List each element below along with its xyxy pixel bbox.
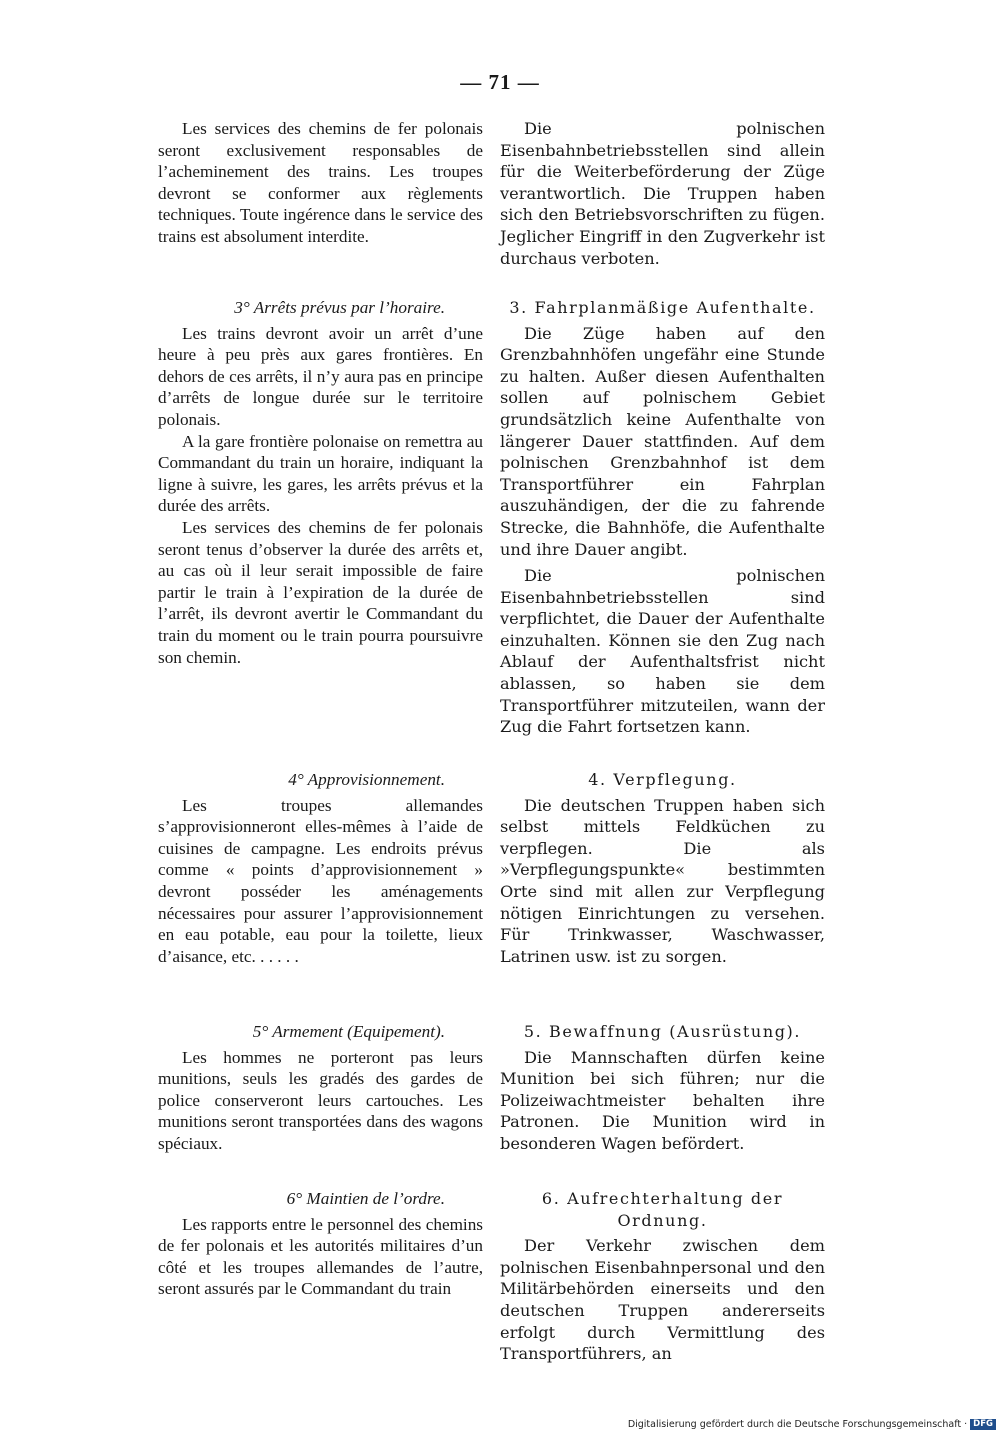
fr-section-5 xyxy=(158,1021,483,1155)
de-intro-block xyxy=(500,118,825,269)
page-number: — 71 — xyxy=(460,70,540,94)
de-section-3-paragraph-1: Die Züge haben auf den Grenzbahnhöfen ungefähr eine Stunde zu halten. Außer diesen Aufenthalten sollen auf polnischem Gebiet grundsätzlich keine Aufenthalte von längerer Dauer stattfinden. Auf dem polnischen Grenzbahnhof ist dem Transportführer ein Fahrplan auszuhändigen, der die zu fahrende Strecke, die Bahnhöfe, die Aufenthalte und ihre Dauer angibt. xyxy=(500,323,825,559)
fr-section-4 xyxy=(158,769,483,967)
fr-section-4-paragraph-1: Les troupes allemandes s’approvisionneront elles-mêmes à l’aide de cuisines de campagne. Les endroits prévus comme « points d’approvisionnement » devront posséder les aménagements nécessaires pour assurer l’approvisionnement en eau potable, eau pour la toilette, lieux d’aisance, etc. . . . . . xyxy=(158,795,483,966)
fr-section-6-paragraph-1: Les rapports entre le personnel des chemins de fer polonais et les autorités militaires d’un côté et les troupes allemandes de l’autre, seront assurés par le Commandant du train xyxy=(158,1214,483,1299)
digitization-footer xyxy=(628,1419,996,1430)
de-section-4 xyxy=(500,769,825,967)
de-section-6 xyxy=(500,1188,825,1365)
de-section-3-paragraph-2: Die polnischen Eisenbahnbetriebsstellen sind verpflichtet, die Dauer der Aufenthalte einzuhalten. Können sie den Zug nach Ablauf der Aufenthaltsfrist nicht ablassen, so haben sie dem Transportführer mitzuteilen, wann der Zug die Fahrt fortsetzen kann. xyxy=(500,566,825,737)
fr-section-6 xyxy=(158,1188,483,1300)
de-section-3-continued xyxy=(500,565,825,738)
fr-intro-block xyxy=(158,118,483,248)
de-section-5-paragraph-1: Die Mannschaften dürfen keine Munition bei sich führen; nur die Polizeiwachtmeister behalten ihre Patronen. Die Munition wird in besonderen Wagen befördert. xyxy=(500,1047,825,1153)
fr-intro-paragraph: Les services des chemins de fer polonais seront exclusivement responsables de l’acheminement des trains. Les troupes devront se conformer aux règlements techniques. Toute ingérence dans le service des trains est absolument interdite. xyxy=(158,119,483,246)
de-section-3 xyxy=(500,297,825,560)
fr-section-6-title: 6° Maintien de l’ordre. xyxy=(286,1189,445,1208)
de-intro-paragraph: Die polnischen Eisenbahnbetriebsstellen sind allein für die Weiterbeförderung der Züge verantwortlich. Die Truppen haben sich den Betriebsvorschriften zu fügen. Jeglicher Eingriff in den Zugverkehr ist durchaus verboten. xyxy=(500,119,825,268)
fr-section-5-paragraph-1: Les hommes ne porteront pas leurs munitions, seuls les gradés des gardes de police conserveront leurs cartouches. Les munitions seront transportées dans des wagons spéciaux. xyxy=(158,1047,483,1153)
de-section-6-paragraph-1: Der Verkehr zwischen dem polnischen Eisenbahnpersonal und den Militärbehörden einerseits und den deutschen Truppen andererseits erfolgt durch Vermittlung des Transportführers, an xyxy=(500,1236,825,1364)
footer-credit-text: Digitalisierung gefördert durch die Deutsche Forschungsgemeinschaft · xyxy=(627,1419,968,1430)
fr-section-3-paragraph-2: A la gare frontière polonaise on remettra au Commandant du train un horaire, indiquant la ligne à suivre, les gares, les arrêts prévus et la durée des arrêts. xyxy=(158,431,483,516)
de-section-4-title: 4. Verpflegung. xyxy=(588,770,737,789)
fr-section-3-paragraph-3: Les services des chemins de fer polonais seront tenus d’observer la durée des arrêts et, au cas où il leur serait impossible de faire partir le train à l’expiration de la durée de l’arrêt, ils devront avertir le Commandant du train du moment ou le train pourra poursuivre son chemin. xyxy=(158,517,483,667)
de-section-5 xyxy=(500,1021,825,1155)
de-section-4-paragraph-1: Die deutschen Truppen haben sich selbst mittels Feldküchen zu verpflegen. Die als »Verpflegungspunkte« bestimmten Orte sind mit allen zur Verpflegung nötigen Einrichtungen zu versehen. Für Trinkwasser, Waschwasser, Latrinen usw. ist zu sorgen. xyxy=(500,795,825,966)
fr-section-3-title: 3° Arrêts prévus par l’horaire. xyxy=(234,298,445,317)
de-section-5-title: 5. Bewaffnung (Ausrüstung). xyxy=(523,1022,802,1041)
fr-section-3-paragraph-1: Les trains devront avoir un arrêt d’une heure à peu près aux gares frontières. En dehors de ces arrêts, il n’y aura pas en principe d’arrêts de longue durée sur le territoire polonais. xyxy=(158,323,483,429)
de-section-6-title: 6. Aufrechterhaltung der Ordnung. xyxy=(541,1189,784,1230)
dfg-logo-icon: DFG xyxy=(970,1419,996,1430)
de-section-3-title: 3. Fahrplanmäßige Aufenthalte. xyxy=(509,298,816,317)
fr-section-5-title: 5° Armement (Equipement). xyxy=(252,1022,445,1041)
fr-section-4-title: 4° Approvisionnement. xyxy=(288,770,445,789)
fr-section-3 xyxy=(158,297,483,668)
